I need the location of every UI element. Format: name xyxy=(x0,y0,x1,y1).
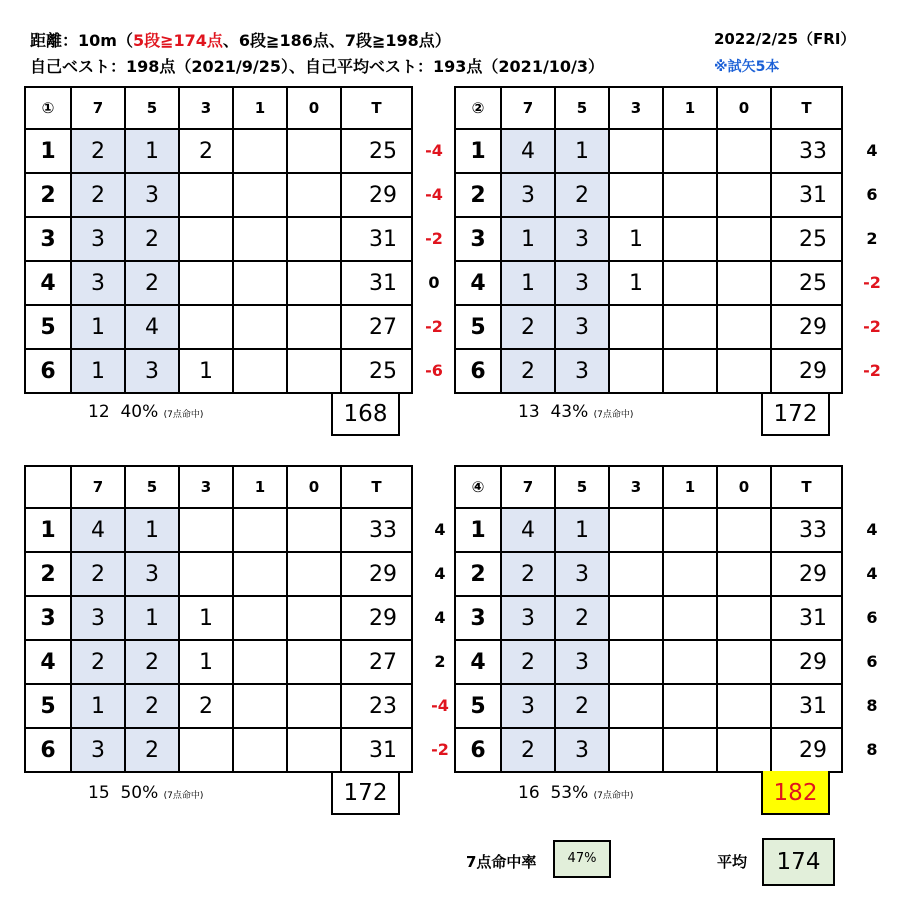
count-cell xyxy=(717,349,771,393)
diff-value: -4 xyxy=(425,141,443,160)
table-row xyxy=(25,305,412,349)
count-cell: 1 xyxy=(71,305,125,349)
count-cell: 3 xyxy=(555,728,609,772)
table-row xyxy=(455,640,842,684)
diff-value: 4 xyxy=(866,520,878,539)
end-number: 1 xyxy=(25,129,71,173)
column-header: 7 xyxy=(501,87,555,129)
table-row xyxy=(25,129,412,173)
end-number: 6 xyxy=(455,728,501,772)
count-cell xyxy=(609,728,663,772)
personal-best: 自己ベスト：198点（2021/9/25）、自己平均ベスト：193点（2021/10/3） xyxy=(30,57,605,76)
count-cell: 4 xyxy=(501,129,555,173)
table-row xyxy=(25,552,412,596)
end-number: 4 xyxy=(455,640,501,684)
count-cell xyxy=(287,596,341,640)
count-cell xyxy=(233,508,287,552)
hits-count: 13 xyxy=(518,402,540,422)
end-number: 2 xyxy=(455,173,501,217)
end-number: 4 xyxy=(455,261,501,305)
diff-value: 8 xyxy=(866,696,878,715)
diff-value: -6 xyxy=(425,361,443,380)
hits-count: 16 xyxy=(518,783,540,803)
diff-value: -2 xyxy=(863,317,881,336)
end-total: 31 xyxy=(771,684,842,728)
diff-value: -2 xyxy=(425,229,443,248)
round-total-2: 172 xyxy=(761,392,830,436)
table-row xyxy=(25,261,412,305)
count-cell xyxy=(717,173,771,217)
count-cell xyxy=(609,129,663,173)
end-total: 31 xyxy=(341,728,412,772)
table-row xyxy=(25,508,412,552)
count-cell: 1 xyxy=(71,684,125,728)
count-cell xyxy=(609,640,663,684)
count-cell xyxy=(179,728,233,772)
count-cell: 3 xyxy=(71,596,125,640)
count-cell: 4 xyxy=(71,508,125,552)
count-cell: 2 xyxy=(501,552,555,596)
score-table-2 xyxy=(454,86,843,394)
count-cell: 3 xyxy=(555,349,609,393)
diff-value: -4 xyxy=(425,185,443,204)
hit-percent: 53% xyxy=(550,783,589,803)
column-header: T xyxy=(771,466,842,508)
count-cell: 3 xyxy=(555,305,609,349)
count-cell: 1 xyxy=(555,508,609,552)
count-cell: 2 xyxy=(501,305,555,349)
count-cell: 3 xyxy=(71,217,125,261)
count-cell xyxy=(233,349,287,393)
diff-value: 6 xyxy=(866,608,878,627)
column-header: T xyxy=(341,466,412,508)
count-cell xyxy=(609,173,663,217)
hit-note: (7点命中) xyxy=(593,791,634,801)
diff-value: 6 xyxy=(866,652,878,671)
table-row xyxy=(25,349,412,393)
count-cell: 1 xyxy=(125,508,179,552)
end-total: 29 xyxy=(771,640,842,684)
table-row xyxy=(25,173,412,217)
score-table-1 xyxy=(24,86,413,394)
count-cell: 1 xyxy=(501,261,555,305)
date: 2022/2/25（FRI） xyxy=(714,30,856,48)
count-cell: 4 xyxy=(501,508,555,552)
distance-suffix: 、6段≧186点、7段≧198点） xyxy=(222,31,451,50)
count-cell xyxy=(663,129,717,173)
column-header: 0 xyxy=(287,87,341,129)
end-number: 3 xyxy=(25,217,71,261)
count-cell: 2 xyxy=(71,173,125,217)
hit-percent: 50% xyxy=(120,783,159,803)
count-cell: 2 xyxy=(125,728,179,772)
count-cell: 3 xyxy=(501,596,555,640)
hit-note: (7点命中) xyxy=(163,410,204,420)
table-row xyxy=(25,217,412,261)
count-cell: 3 xyxy=(125,173,179,217)
table-row xyxy=(455,129,842,173)
count-cell: 3 xyxy=(501,684,555,728)
end-number: 4 xyxy=(25,261,71,305)
count-cell xyxy=(179,305,233,349)
end-total: 27 xyxy=(341,640,412,684)
count-cell xyxy=(179,173,233,217)
column-header: 3 xyxy=(179,466,233,508)
column-header: T xyxy=(341,87,412,129)
column-header: 5 xyxy=(555,87,609,129)
end-total: 31 xyxy=(771,173,842,217)
count-cell xyxy=(663,596,717,640)
column-header: 5 xyxy=(125,87,179,129)
diff-value: 4 xyxy=(866,141,878,160)
count-cell: 3 xyxy=(555,217,609,261)
hit-note: (7点命中) xyxy=(593,410,634,420)
count-cell: 3 xyxy=(555,640,609,684)
count-cell xyxy=(179,508,233,552)
count-cell: 2 xyxy=(71,552,125,596)
column-header: 7 xyxy=(71,87,125,129)
count-cell xyxy=(717,552,771,596)
count-cell xyxy=(663,305,717,349)
count-cell xyxy=(663,508,717,552)
count-cell xyxy=(287,508,341,552)
diff-value: -2 xyxy=(431,740,449,759)
end-total: 29 xyxy=(341,596,412,640)
end-total: 29 xyxy=(771,349,842,393)
count-cell xyxy=(287,173,341,217)
score-table-4 xyxy=(454,465,843,773)
count-cell: 2 xyxy=(501,728,555,772)
table-row xyxy=(25,684,412,728)
count-cell: 3 xyxy=(125,552,179,596)
end-total: 33 xyxy=(771,129,842,173)
column-header: 1 xyxy=(663,87,717,129)
end-number: 1 xyxy=(25,508,71,552)
column-header: 0 xyxy=(717,87,771,129)
count-cell: 2 xyxy=(555,596,609,640)
end-number: 4 xyxy=(25,640,71,684)
hit-percent: 43% xyxy=(550,402,589,422)
count-cell: 2 xyxy=(179,684,233,728)
diff-value: -2 xyxy=(863,273,881,292)
column-header: 1 xyxy=(233,87,287,129)
count-cell xyxy=(663,640,717,684)
count-cell: 2 xyxy=(71,129,125,173)
count-cell: 3 xyxy=(555,261,609,305)
count-cell xyxy=(717,596,771,640)
column-header: 1 xyxy=(233,466,287,508)
table-row xyxy=(25,728,412,772)
end-number: 2 xyxy=(455,552,501,596)
count-cell: 2 xyxy=(555,684,609,728)
end-number: 3 xyxy=(25,596,71,640)
count-cell xyxy=(717,508,771,552)
round-total-3: 172 xyxy=(331,771,400,815)
diff-value: 4 xyxy=(434,520,446,539)
count-cell xyxy=(233,305,287,349)
column-header: 5 xyxy=(125,466,179,508)
count-cell xyxy=(179,552,233,596)
diff-value: 0 xyxy=(428,273,440,292)
count-cell xyxy=(287,305,341,349)
count-cell xyxy=(287,640,341,684)
count-cell xyxy=(609,305,663,349)
count-cell: 1 xyxy=(71,349,125,393)
count-cell xyxy=(233,129,287,173)
round-marker: ① xyxy=(25,87,71,129)
count-cell xyxy=(717,728,771,772)
average-label: 平均 xyxy=(717,853,748,871)
diff-value: -4 xyxy=(431,696,449,715)
hit-percent: 40% xyxy=(120,402,159,422)
hit-summary-1 xyxy=(88,402,203,422)
count-cell xyxy=(287,217,341,261)
end-number: 3 xyxy=(455,596,501,640)
hit-summary-4 xyxy=(518,783,633,803)
end-number: 5 xyxy=(455,684,501,728)
count-cell: 3 xyxy=(71,728,125,772)
count-cell xyxy=(233,596,287,640)
count-cell xyxy=(233,728,287,772)
diff-value: -2 xyxy=(863,361,881,380)
end-number: 2 xyxy=(25,173,71,217)
diff-value: 2 xyxy=(434,652,446,671)
round-total-4: 182 xyxy=(761,771,830,815)
end-total: 31 xyxy=(341,261,412,305)
count-cell: 3 xyxy=(501,173,555,217)
count-cell xyxy=(287,129,341,173)
count-cell xyxy=(233,217,287,261)
count-cell: 2 xyxy=(501,640,555,684)
end-number: 1 xyxy=(455,508,501,552)
column-header: 3 xyxy=(609,87,663,129)
count-cell xyxy=(233,684,287,728)
column-header: 3 xyxy=(609,466,663,508)
table-row xyxy=(455,684,842,728)
hits-count: 12 xyxy=(88,402,110,422)
end-total: 25 xyxy=(341,349,412,393)
count-cell: 2 xyxy=(555,173,609,217)
round-marker: ② xyxy=(455,87,501,129)
count-cell xyxy=(663,261,717,305)
count-cell: 3 xyxy=(125,349,179,393)
count-cell xyxy=(663,349,717,393)
hit-summary-3 xyxy=(88,783,203,803)
count-cell: 2 xyxy=(71,640,125,684)
end-total: 29 xyxy=(771,552,842,596)
distance-highlight: 5段≧174点 xyxy=(132,31,223,50)
count-cell xyxy=(609,684,663,728)
end-number: 3 xyxy=(455,217,501,261)
end-total: 25 xyxy=(771,261,842,305)
end-total: 29 xyxy=(341,173,412,217)
diff-value: 4 xyxy=(866,564,878,583)
end-number: 6 xyxy=(25,349,71,393)
count-cell xyxy=(287,261,341,305)
distance-line xyxy=(30,28,451,51)
table-row xyxy=(455,728,842,772)
count-cell xyxy=(233,173,287,217)
count-cell: 2 xyxy=(125,217,179,261)
diff-value: 4 xyxy=(434,608,446,627)
count-cell xyxy=(717,640,771,684)
table-row xyxy=(25,596,412,640)
count-cell xyxy=(717,261,771,305)
count-cell xyxy=(663,217,717,261)
end-total: 29 xyxy=(341,552,412,596)
count-cell: 1 xyxy=(609,217,663,261)
table-row xyxy=(455,552,842,596)
table-row xyxy=(455,261,842,305)
count-cell: 2 xyxy=(125,261,179,305)
diff-value: -2 xyxy=(425,317,443,336)
count-cell: 1 xyxy=(125,596,179,640)
column-header: 5 xyxy=(555,466,609,508)
end-total: 23 xyxy=(341,684,412,728)
table-row xyxy=(455,596,842,640)
column-header: 7 xyxy=(71,466,125,508)
count-cell xyxy=(609,508,663,552)
hits-count: 15 xyxy=(88,783,110,803)
score-table-3 xyxy=(24,465,413,773)
end-number: 6 xyxy=(25,728,71,772)
diff-value: 6 xyxy=(866,185,878,204)
end-total: 25 xyxy=(771,217,842,261)
count-cell xyxy=(717,217,771,261)
count-cell xyxy=(179,217,233,261)
round-marker: ④ xyxy=(455,466,501,508)
table-row xyxy=(25,640,412,684)
hit-note: (7点命中) xyxy=(163,791,204,801)
count-cell xyxy=(287,349,341,393)
hit-rate-label: 7点命中率 xyxy=(466,853,537,871)
end-number: 2 xyxy=(25,552,71,596)
table-row xyxy=(455,305,842,349)
count-cell xyxy=(287,728,341,772)
column-header: T xyxy=(771,87,842,129)
column-header: 7 xyxy=(501,466,555,508)
table-row xyxy=(455,349,842,393)
count-cell xyxy=(663,552,717,596)
count-cell xyxy=(233,640,287,684)
count-cell: 3 xyxy=(555,552,609,596)
diff-value: 8 xyxy=(866,740,878,759)
end-number: 5 xyxy=(25,684,71,728)
count-cell: 3 xyxy=(71,261,125,305)
count-cell: 1 xyxy=(179,640,233,684)
average-value: 174 xyxy=(762,838,835,886)
end-number: 5 xyxy=(25,305,71,349)
column-header: 0 xyxy=(287,466,341,508)
count-cell xyxy=(609,552,663,596)
count-cell xyxy=(717,129,771,173)
count-cell: 2 xyxy=(179,129,233,173)
column-header: 0 xyxy=(717,466,771,508)
count-cell: 1 xyxy=(179,349,233,393)
count-cell xyxy=(609,596,663,640)
hit-summary-2 xyxy=(518,402,633,422)
count-cell xyxy=(663,173,717,217)
count-cell xyxy=(663,684,717,728)
table-row xyxy=(455,173,842,217)
count-cell xyxy=(663,728,717,772)
count-cell xyxy=(233,261,287,305)
column-header: 3 xyxy=(179,87,233,129)
round-marker xyxy=(25,466,71,508)
count-cell: 1 xyxy=(555,129,609,173)
count-cell xyxy=(179,261,233,305)
hit-rate-value: 47% xyxy=(553,840,611,878)
round-total-1: 168 xyxy=(331,392,400,436)
count-cell: 1 xyxy=(609,261,663,305)
trial-note: ※試矢5本 xyxy=(714,59,780,75)
end-number: 6 xyxy=(455,349,501,393)
count-cell xyxy=(287,552,341,596)
end-total: 33 xyxy=(771,508,842,552)
distance-prefix: 距離：10m（ xyxy=(30,31,133,50)
end-number: 5 xyxy=(455,305,501,349)
diff-value: 2 xyxy=(866,229,878,248)
column-header: 1 xyxy=(663,466,717,508)
count-cell: 2 xyxy=(501,349,555,393)
count-cell: 1 xyxy=(125,129,179,173)
end-number: 1 xyxy=(455,129,501,173)
table-row xyxy=(455,508,842,552)
end-total: 25 xyxy=(341,129,412,173)
count-cell xyxy=(717,684,771,728)
table-row xyxy=(455,217,842,261)
count-cell: 2 xyxy=(125,640,179,684)
end-total: 33 xyxy=(341,508,412,552)
end-total: 31 xyxy=(341,217,412,261)
count-cell xyxy=(717,305,771,349)
end-total: 29 xyxy=(771,728,842,772)
count-cell xyxy=(609,349,663,393)
end-total: 29 xyxy=(771,305,842,349)
count-cell: 1 xyxy=(501,217,555,261)
count-cell: 4 xyxy=(125,305,179,349)
diff-value: 4 xyxy=(434,564,446,583)
end-total: 27 xyxy=(341,305,412,349)
end-total: 31 xyxy=(771,596,842,640)
count-cell xyxy=(233,552,287,596)
count-cell: 1 xyxy=(179,596,233,640)
count-cell xyxy=(287,684,341,728)
count-cell: 2 xyxy=(125,684,179,728)
